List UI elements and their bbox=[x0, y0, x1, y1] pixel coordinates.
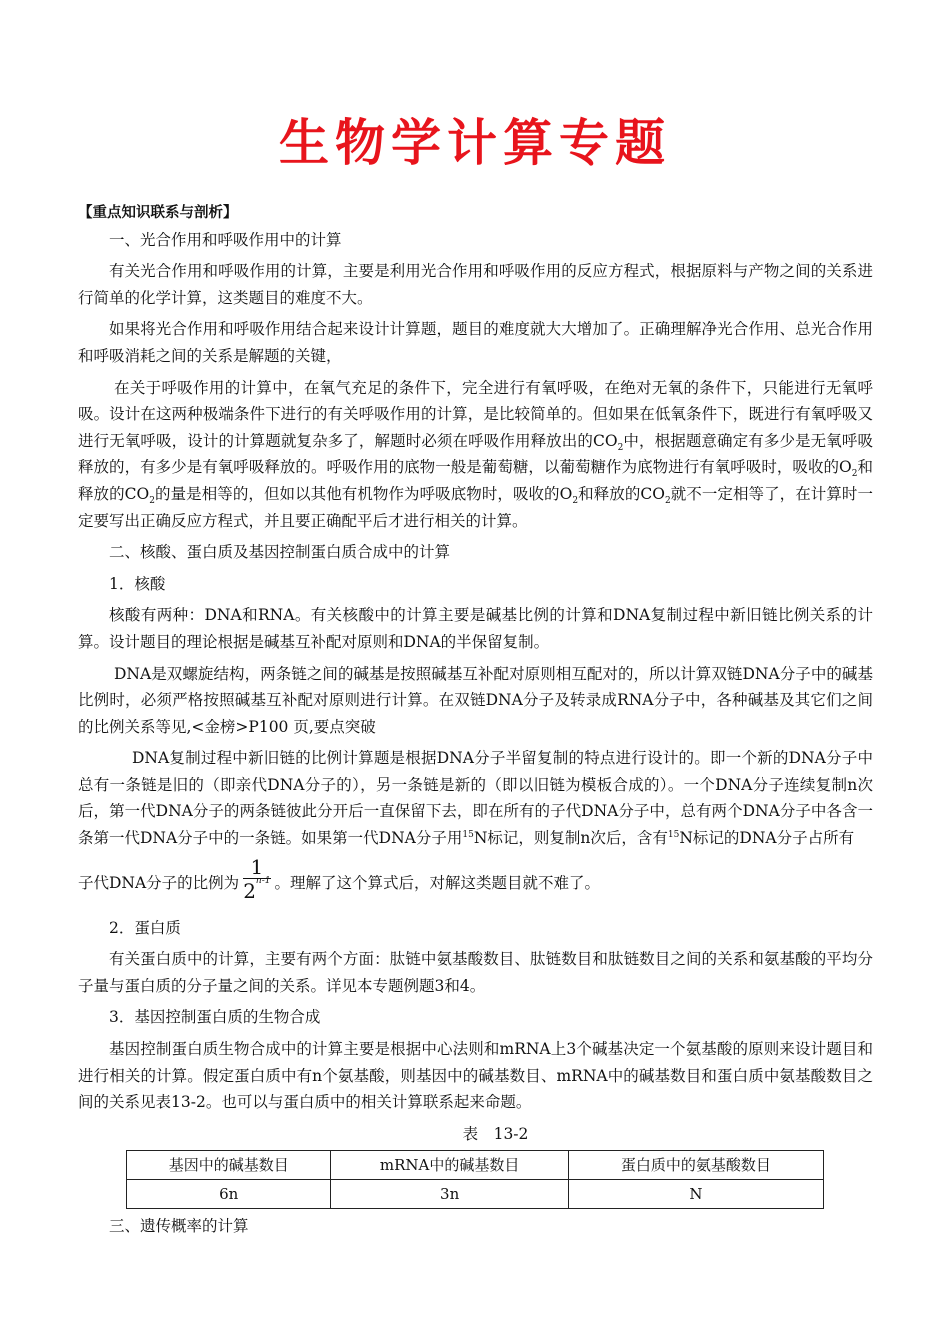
subsection-gene-protein-title: 3．基因控制蛋白质的生物合成 bbox=[109, 1008, 321, 1027]
section2-paragraph-5: 基因控制蛋白质生物合成中的计算主要是根据中心法则和mRNA上3个碱基决定一个氨基酸的原则来设计题目和进行相关的计算。假定蛋白质中有n个氨基酸，则基因中的碱基数目、mRNA中的碱基数目和蛋白质中氨基酸数目之间的关系见表13-2。也可以与蛋白质中的相关计算联系起来命题。 bbox=[78, 1040, 873, 1112]
table-cell: 6n bbox=[127, 1179, 331, 1208]
section1-paragraph-3: 在关于呼吸作用的计算中，在氧气充足的条件下，完全进行有氧呼吸，在绝对无氧的条件下，只能进行无氧呼吸。设计在这两种极端条件下进行的有关呼吸作用的计算，是比较简单的。但如果在低氧条件下，既进行有氧呼吸又进行无氧呼吸，设计的计算题就复杂多了，解题时必须在呼吸作用释放出的$CO_2$中，根据题意确定有多少是无氧呼吸释放的，有多少是有氧呼吸释放的。呼吸作用的底物一般是葡萄糖，以葡萄糖作为底物进行有氧呼吸时，吸收的$O_2$和释放的$CO_2$的量是相等的，但如以其他有机物作为呼吸底物时，吸收的$O_2$和释放的$CO_2$就不一定相等了，在计算时一定要写出正确反应方程式，并且要正确配平后才进行相关的计算。 bbox=[78, 378, 873, 530]
fraction-line: 子代DNA分子的比例为 $\frac{1}{2^{n-1}}$ 。理解了这个算式后，对解这类题目就不难了。 bbox=[78, 855, 601, 904]
section3-title: 三、遗传概率的计算 bbox=[109, 1216, 249, 1235]
table-header-cell: mRNA中的碱基数目 bbox=[331, 1150, 568, 1179]
ratio-fraction: $\frac{1}{2^{n-1}}$ bbox=[243, 855, 271, 904]
page-title: 生物学计算专题 bbox=[279, 114, 671, 172]
subsection-protein-title: 2．蛋白质 bbox=[109, 918, 181, 937]
section2-paragraph-1: 核酸有两种：DNA和RNA。有关核酸中的计算主要是碱基比例的计算和DNA复制过程中新旧链比例关系的计算。设计题目的理论根据是碱基互补配对原则和DNA的半保留复制。 bbox=[78, 606, 873, 651]
section1-title: 一、光合作用和呼吸作用中的计算 bbox=[109, 230, 342, 249]
section1-paragraph-2: 如果将光合作用和呼吸作用结合起来设计计算题，题目的难度就大大增加了。正确理解净光合作用、总光合作用和呼吸消耗之间的关系是解题的关键， bbox=[78, 320, 873, 365]
table-row bbox=[127, 1179, 824, 1208]
section2-paragraph-3: DNA复制过程中新旧链的比例计算题是根据DNA分子半留复制的特点进行设计的。即一个新的DNA分子中总有一条链是旧的（即亲代DNA分子的），另一条链是新的（即以旧链为模板合成的）。一个DNA分子连续复制n次后，第一代DNA分子的两条链彼此分开后一直保留下去，即在所有的子代DNA分子中，总有两个DNA分子中各含一条第一代DNA分子中的一条链。如果第一代DNA分子用$^{15}$N标记，则复制n次后，含有$^{15}$N标记的DNA分子占所有 bbox=[78, 749, 873, 848]
table-header-row bbox=[127, 1150, 824, 1179]
section2-title: 二、核酸、蛋白质及基因控制蛋白质合成中的计算 bbox=[109, 543, 451, 562]
table-cell: 3n bbox=[331, 1179, 568, 1208]
subsection-nucleic-acid-title: 1．核酸 bbox=[109, 574, 166, 593]
table-cell: N bbox=[568, 1179, 823, 1208]
section1-paragraph-1: 有关光合作用和呼吸作用的计算，主要是利用光合作用和呼吸作用的反应方程式，根据原料与产物之间的关系进行简单的化学计算，这类题目的难度不大。 bbox=[78, 262, 873, 307]
table-header-cell: 基因中的碱基数目 bbox=[127, 1150, 331, 1179]
document-body bbox=[78, 200, 873, 1239]
section-heading: 【重点知识联系与剖析】 bbox=[78, 205, 238, 221]
table-caption: 表 13-2 bbox=[462, 1124, 529, 1143]
section2-paragraph-2: DNA是双螺旋结构，两条链之间的碱基是按照碱基互补配对原则相互配对的，所以计算双链DNA分子中的碱基比例时，必须严格按照碱基互补配对原则进行计算。在双链DNA分子及转录成RNA分子中，各种碱基及其它们之间的比例关系等见,<金榜>P100 页,要点突破 bbox=[78, 664, 873, 736]
table-header-cell: 蛋白质中的氨基酸数目 bbox=[568, 1150, 823, 1179]
data-table bbox=[126, 1150, 824, 1209]
section2-paragraph-4: 有关蛋白质中的计算，主要有两个方面：肽链中氨基酸数目、肽链数目和肽链数目之间的关系和氨基酸的平均分子量与蛋白质的分子量之间的关系。详见本专题例题3和4。 bbox=[78, 950, 873, 995]
